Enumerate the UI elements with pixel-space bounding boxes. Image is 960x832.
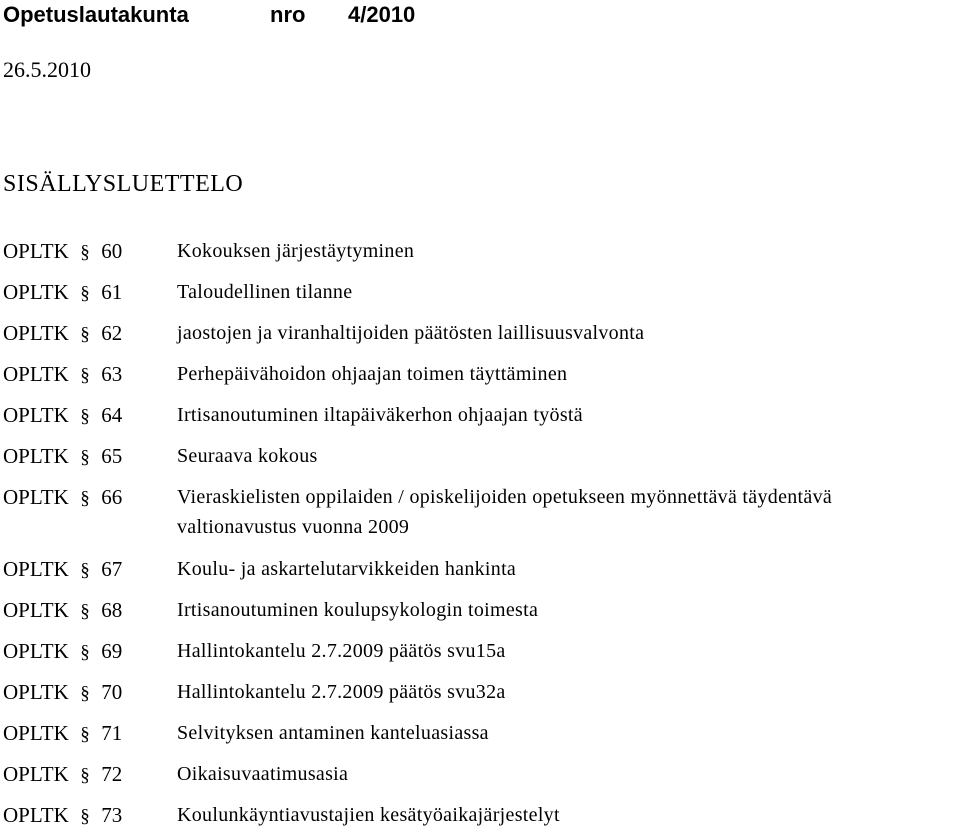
toc-item-prefix: OPLTK [3, 280, 69, 304]
section-sign: § [80, 765, 90, 786]
toc-item-number: 67 [101, 557, 123, 581]
toc-item-title [177, 359, 957, 389]
section-sign: § [80, 642, 90, 663]
toc-item-number: 69 [101, 639, 123, 663]
toc-item-code [3, 800, 168, 832]
toc-item-code [3, 318, 168, 350]
toc-item-number: 73 [101, 803, 123, 827]
toc-item-title-line: Oikaisuvaatimusasia [177, 763, 349, 785]
section-sign: § [80, 488, 90, 509]
number-label: nro [270, 2, 306, 27]
toc-item-code [3, 277, 168, 309]
toc-item-title-line: Irtisanoutuminen koulupsykologin toimesta [177, 599, 539, 621]
toc-item-title [177, 595, 957, 625]
toc-item-number: 66 [101, 485, 123, 509]
toc-item-title [177, 636, 957, 666]
toc-item-title [177, 718, 957, 748]
toc-item-title [177, 277, 957, 307]
section-sign: § [80, 324, 90, 345]
toc-item-title-line: Hallintokantelu 2.7.2009 päätös svu32a [177, 681, 506, 703]
toc-item-code [3, 482, 168, 514]
toc-item-code [3, 554, 168, 586]
toc-item-code [3, 236, 168, 268]
meeting-date: 26.5.2010 [3, 57, 91, 82]
toc-item-title-line: Selvityksen antaminen kanteluasiassa [177, 722, 489, 744]
section-sign: § [80, 601, 90, 622]
toc-item-title [177, 554, 957, 584]
toc-item-number: 65 [101, 444, 123, 468]
section-sign: § [80, 365, 90, 386]
toc-item-code [3, 359, 168, 391]
toc-item-title-line: Perhepäivähoidon ohjaajan toimen täyttäminen [177, 363, 568, 385]
toc-item-code [3, 441, 168, 473]
toc-item-title-line: Irtisanoutuminen iltapäiväkerhon ohjaajan työstä [177, 404, 583, 426]
section-sign: § [80, 806, 90, 827]
toc-item-code [3, 636, 168, 668]
toc-item-title-line: Vieraskielisten oppilaiden / opiskelijoiden opetukseen myönnettävä täydentävä [177, 486, 833, 508]
toc-item-code [3, 759, 168, 791]
toc-item-number: 71 [101, 721, 123, 745]
toc-item-number: 61 [101, 280, 123, 304]
toc-item-prefix: OPLTK [3, 721, 69, 745]
toc-item-title-line: Hallintokantelu 2.7.2009 päätös svu15a [177, 640, 506, 662]
toc-item-title [177, 400, 957, 430]
toc-item-number: 62 [101, 321, 123, 345]
section-sign: § [80, 406, 90, 427]
section-sign: § [80, 242, 90, 263]
toc-item-title-line: Seuraava kokous [177, 445, 318, 467]
section-sign: § [80, 447, 90, 468]
toc-item-prefix: OPLTK [3, 680, 69, 704]
toc-item-prefix: OPLTK [3, 362, 69, 386]
meeting-number: 4/2010 [348, 2, 416, 27]
toc-item-prefix: OPLTK [3, 485, 69, 509]
toc-item-title [177, 236, 957, 266]
section-sign: § [80, 683, 90, 704]
toc-item-prefix: OPLTK [3, 403, 69, 427]
toc-item-code [3, 718, 168, 750]
toc-item-prefix: OPLTK [3, 444, 69, 468]
toc-item-number: 64 [101, 403, 123, 427]
section-sign: § [80, 283, 90, 304]
toc-item-prefix: OPLTK [3, 239, 69, 263]
toc-item-title-line: Kokouksen järjestäytyminen [177, 240, 415, 262]
toc-item-number: 72 [101, 762, 123, 786]
toc-item-number: 60 [101, 239, 123, 263]
toc-item-title-line-2: valtionavustus vuonna 2009 [177, 516, 410, 538]
toc-item-title-line: Taloudellinen tilanne [177, 281, 353, 303]
organization-name: Opetuslautakunta [3, 2, 189, 27]
toc-item-prefix: OPLTK [3, 321, 69, 345]
toc-item-title [177, 482, 957, 542]
toc-item-title [177, 677, 957, 707]
toc-item-title [177, 318, 957, 348]
toc-item-prefix: OPLTK [3, 557, 69, 581]
toc-item-title [177, 441, 957, 471]
toc-item-number: 68 [101, 598, 123, 622]
toc-item-prefix: OPLTK [3, 598, 69, 622]
toc-item-code [3, 400, 168, 432]
toc-item-number: 70 [101, 680, 123, 704]
toc-item-prefix: OPLTK [3, 639, 69, 663]
toc-item-title-line: Koulunkäyntiavustajien kesätyöaikajärjestelyt [177, 804, 560, 826]
toc-item-title-line: Koulu- ja askartelutarvikkeiden hankinta [177, 558, 517, 580]
toc-item-code [3, 677, 168, 709]
toc-item-title-line: jaostojen ja viranhaltijoiden päätösten laillisuusvalvonta [177, 322, 645, 344]
toc-item-number: 63 [101, 362, 123, 386]
toc-heading: SISÄLLYSLUETTELO [3, 171, 244, 197]
toc-item-prefix: OPLTK [3, 762, 69, 786]
toc-item-prefix: OPLTK [3, 803, 69, 827]
section-sign: § [80, 560, 90, 581]
section-sign: § [80, 724, 90, 745]
toc-item-title [177, 759, 957, 789]
toc-item-code [3, 595, 168, 627]
